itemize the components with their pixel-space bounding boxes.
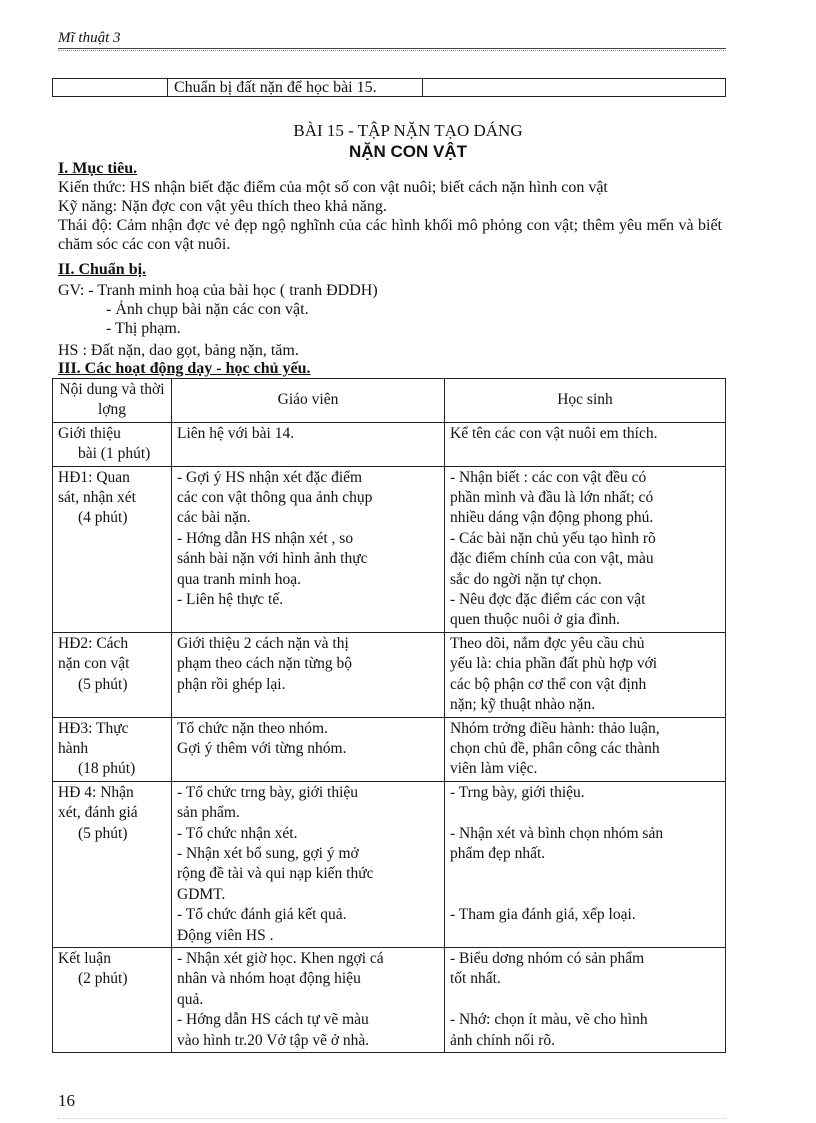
cell-line: HĐ2: Cách (58, 634, 129, 652)
cell-line: nặn con vật (58, 655, 130, 673)
cell-content-time (53, 717, 172, 781)
cell-line: - Hớng dẫn HS nhận xét , so (177, 529, 354, 547)
cell-line: - Nhớ: chọn ít màu, vẽ cho hình (450, 1011, 648, 1029)
cell-content-time (53, 947, 172, 1052)
cell-line: Gợi ý thêm với từng nhóm. (177, 739, 347, 757)
cell-line: ảnh chính nổi rõ. (450, 1031, 556, 1049)
cell-student (445, 422, 726, 466)
cell-line: Kể tên các con vật nuôi em thích. (450, 424, 658, 442)
cell-line: - Tổ chức trng bày, giới thiệu (177, 783, 359, 801)
cell-line: - Tham gia đánh giá, xếp loại. (450, 906, 636, 924)
cell-line: - Gợi ý HS nhận xét đặc điểm (177, 468, 363, 486)
cell-line: các con vật thông qua ảnh chụp (177, 489, 373, 507)
cell-line: - Các bài nặn chủ yếu tạo hình rõ (450, 529, 656, 547)
table-row (53, 422, 726, 466)
cell-student (445, 632, 726, 717)
header-student: Học sinh (445, 379, 726, 423)
table-row (53, 781, 726, 947)
top-table-left-cell (53, 79, 168, 97)
book-title: Mĩ thuật 3 (58, 30, 121, 46)
cell-line: - Tổ chức đánh giá kết quả. (177, 906, 347, 924)
cell-line: Theo dõi, nắm đợc yêu cầu chủ (450, 634, 645, 652)
cell-line (450, 926, 720, 946)
teacher-prep-line-3: - Thị phạm. (106, 320, 181, 337)
cell-line: nặn; kỹ thuật nhào nặn. (450, 696, 596, 714)
cell-line: HĐ1: Quan (58, 468, 130, 486)
cell-line: nhiều dáng vận động phong phú. (450, 509, 654, 527)
cell-line: - Liên hệ thực tế. (177, 591, 284, 609)
cell-line (450, 885, 720, 905)
teacher-prep-line-2: - Ảnh chụp bài nặn các con vật. (106, 301, 309, 318)
cell-line: hành (58, 739, 89, 757)
cell-line: Nhóm trởng điều hành: thảo luận, (450, 719, 660, 737)
section-activities-heading: III. Các hoạt động dạy - học chủ yếu. (58, 360, 311, 377)
cell-teacher (172, 422, 445, 466)
cell-line: các bộ phận cơ thể con vật định (450, 675, 647, 693)
cell-line: xét, đánh giá (58, 804, 138, 822)
cell-line: - Nhận xét giờ học. Khen ngợi cá (177, 949, 384, 967)
cell-line: phần mình và đầu là lớn nhất; có (450, 489, 654, 507)
cell-line (450, 990, 720, 1010)
cell-line: phận rồi ghép lại. (177, 675, 286, 693)
cell-content-time (53, 466, 172, 632)
teacher-prep-line-1: GV: - Tranh minh hoạ của bài học ( tranh ĐDDH) (58, 282, 378, 299)
table-row (53, 632, 726, 717)
section-preparation (58, 260, 722, 360)
cell-line: tốt nhất. (450, 970, 501, 988)
header-rule (58, 48, 726, 49)
cell-line: phẩm đẹp nhất. (450, 844, 546, 862)
cell-line (450, 864, 720, 884)
cell-line: - Nhận xét và bình chọn nhóm sản (450, 824, 664, 842)
cell-line: qua tranh minh hoạ. (177, 570, 301, 588)
cell-line: đặc điểm chính của con vật, màu (450, 550, 654, 568)
cell-line: Giới thiệu (58, 424, 121, 442)
activities-table (52, 378, 726, 1053)
cell-line: - Nêu đợc đặc điểm các con vật (450, 591, 646, 609)
cell-teacher (172, 466, 445, 632)
cell-line: HĐ3: Thực (58, 719, 129, 737)
cell-teacher (172, 717, 445, 781)
cell-line: - Nhận xét bổ sung, gợi ý mở (177, 844, 359, 862)
cell-line: - Biểu dơng nhóm có sản phẩm (450, 949, 645, 967)
cell-line: Tổ chức nặn theo nhóm. (177, 719, 328, 737)
cell-line: quen thuộc nuôi ở gia đình. (450, 611, 621, 629)
cell-line: - Nhận biết : các con vật đều có (450, 468, 647, 486)
cell-line: Kết luận (58, 949, 111, 967)
footer-dotted-rule (58, 1118, 726, 1119)
cell-teacher (172, 632, 445, 717)
section-objectives-heading: I. Mục tiêu. (58, 160, 138, 177)
cell-line: GDMT. (177, 885, 226, 903)
objective-attitude: Thái độ: Cảm nhận đợc vẻ đẹp ngộ nghĩnh của các hình khối mô phỏng con vật; thêm yêu mến và biết chăm sóc các con vật nuôi. (58, 217, 722, 253)
cell-line: phạm theo cách nặn từng bộ (177, 655, 352, 673)
cell-line: HĐ 4: Nhận (58, 783, 134, 801)
activities-table-body (53, 422, 726, 1052)
cell-line: Giới thiệu 2 cách nặn và thị (177, 634, 349, 652)
header-dotted-rule (58, 50, 726, 51)
cell-line: (18 phút) (78, 760, 136, 778)
cell-line: các bài nặn. (177, 509, 251, 527)
cell-student (445, 947, 726, 1052)
cell-line: Động viên HS . (177, 926, 274, 944)
cell-line: (5 phút) (78, 824, 128, 842)
objective-knowledge: Kiến thức: HS nhận biết đặc điểm của một số con vật nuôi; biết cách nặn hình con vật (58, 179, 608, 196)
cell-line: sánh bài nặn với hình ảnh thực (177, 550, 368, 568)
cell-student (445, 466, 726, 632)
cell-content-time (53, 422, 172, 466)
table-row (53, 717, 726, 781)
table-row (53, 947, 726, 1052)
cell-content-time (53, 632, 172, 717)
cell-line: Liên hệ với bài 14. (177, 424, 295, 442)
cell-student (445, 781, 726, 947)
cell-line: rộng đề tài và qui nạp kiến thức (177, 865, 374, 883)
cell-student (445, 717, 726, 781)
section-objectives (58, 159, 722, 254)
cell-line: (5 phút) (78, 675, 128, 693)
header-teacher: Giáo viên (172, 379, 445, 423)
cell-line: sản phẩm. (177, 804, 240, 822)
lesson-subtitle: NẶN CON VẬT (348, 142, 468, 161)
top-table (52, 78, 726, 97)
cell-line: chọn chủ đề, phân công các thành (450, 739, 660, 757)
cell-line: yếu là: chia phần đất phù hợp với (450, 655, 658, 673)
cell-line: - Trng bày, giới thiệu. (450, 783, 585, 801)
cell-line: sát, nhận xét (58, 489, 136, 507)
objective-skill: Kỹ năng: Nặn đợc con vật yêu thích theo khả năng. (58, 198, 387, 215)
section-preparation-heading: II. Chuẩn bị. (58, 261, 147, 278)
cell-line: sắc do ngời nặn tự chọn. (450, 570, 602, 588)
top-table-right-cell (423, 79, 726, 97)
cell-line: bài (1 phút) (78, 445, 151, 463)
cell-content-time (53, 781, 172, 947)
header-content-time: Nội dung và thời lợng (53, 379, 172, 423)
top-table-middle-cell: Chuẩn bị đất nặn để học bài 15. (168, 79, 423, 97)
cell-line: vào hình tr.20 Vở tập vẽ ở nhà. (177, 1031, 370, 1049)
cell-line: - Tổ chức nhận xét. (177, 824, 298, 842)
cell-teacher (172, 947, 445, 1052)
cell-line: quả. (177, 990, 204, 1008)
cell-line: nhân và nhóm hoạt động hiệu (177, 970, 361, 988)
page-number: 16 (58, 1091, 75, 1110)
cell-line: (2 phút) (78, 970, 128, 988)
student-prep-line: HS : Đất nặn, dao gọt, bảng nặn, tăm. (58, 342, 299, 359)
section-activities (58, 359, 722, 378)
cell-line: viên làm việc. (450, 760, 538, 778)
cell-line (450, 803, 720, 823)
table-row (53, 466, 726, 632)
table-header-row (53, 379, 726, 423)
lesson-title: BÀI 15 - TẬP NẶN TẠO DÁNG (293, 121, 523, 140)
cell-line: (4 phút) (78, 509, 128, 527)
cell-line: - Hớng dẫn HS cách tự vẽ màu (177, 1011, 369, 1029)
cell-teacher (172, 781, 445, 947)
